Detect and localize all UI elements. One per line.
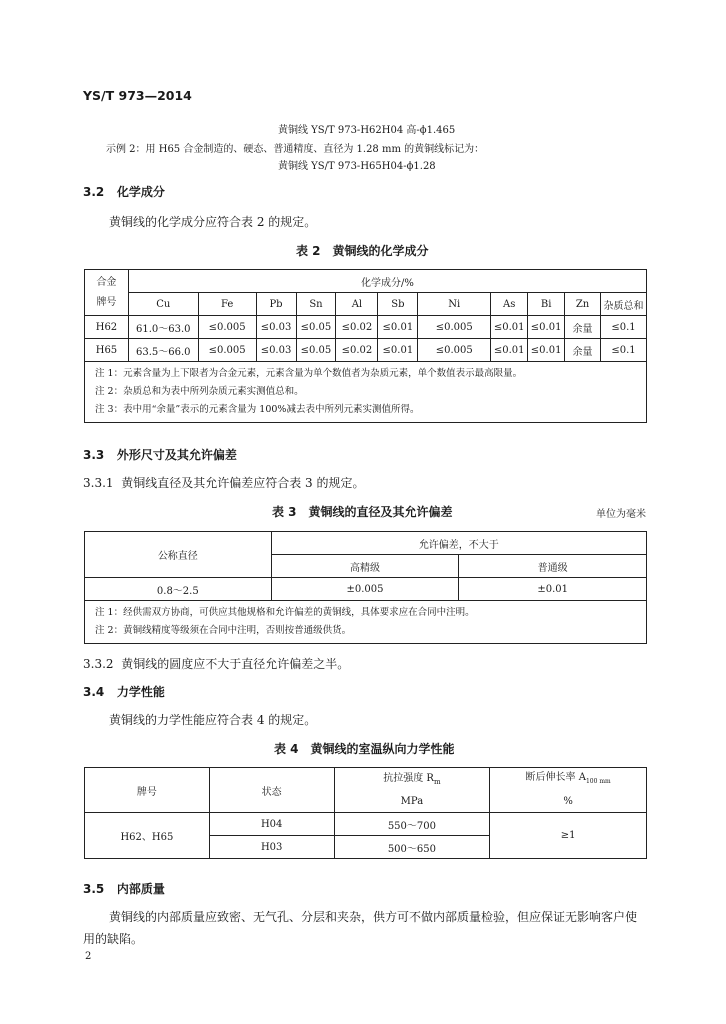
chem-group-header: 化学成分/% (128, 270, 646, 293)
value-cell: ≤0.005 (198, 339, 256, 362)
tensile-cell: 500～650 (334, 836, 490, 859)
table-4 (84, 767, 647, 859)
tensile-unit: MPa (400, 795, 424, 807)
section-title: 力学性能 (116, 685, 165, 699)
table-row (85, 813, 647, 836)
table-note: 注 2：黄铜线精度等级须在合同中注明，否则按普通级供货。 (95, 625, 352, 636)
col-header: Bi (528, 293, 565, 316)
table-3 (84, 531, 647, 644)
col-header: Sn (296, 293, 336, 316)
value-cell: ≤0.03 (256, 339, 296, 362)
tensile-cell: 550～700 (334, 813, 490, 836)
alloy-header-line1: 合金 (96, 276, 117, 288)
value-cell: ≤0.02 (336, 316, 378, 339)
value-cell: 63.5～66.0 (128, 339, 198, 362)
diameter-cell: 0.8～2.5 (85, 578, 272, 601)
paragraph: 黄铜线的圆度应不大于直径允许偏差之半。 (121, 657, 350, 671)
col-header: Cu (128, 293, 198, 316)
value-cell: ≤0.03 (256, 316, 296, 339)
section-title: 外形尺寸及其允许偏差 (116, 448, 237, 462)
table-3-caption: 表 3 黄铜线的直径及其允许偏差 (272, 505, 453, 519)
section-3-2-text: 黄铜线的化学成分应符合表 2 的规定。 (109, 215, 317, 229)
table-2 (84, 269, 647, 423)
value-cell: ≤0.01 (528, 339, 565, 362)
section-number: 3.3 (83, 448, 105, 462)
table-note: 注 2：杂质总和为表中所列杂质元素实测值总和。 (95, 386, 304, 397)
value-cell: ≤0.01 (491, 339, 528, 362)
value-cell: ≤0.01 (491, 316, 528, 339)
section-title: 化学成分 (116, 185, 165, 199)
elongation-unit: % (563, 796, 573, 807)
section-3-3-1-text (83, 474, 364, 491)
table-note: 注 1：元素含量为上下限者为合金元素，元素含量为单个数值者为杂质元素，单个数值表示最高限量。 (95, 368, 523, 379)
normal-precision-header: 普通级 (459, 555, 647, 578)
value-cell: 余量 (565, 339, 601, 362)
example-line-2: 示例 2：用 H65 合金制造的、硬态、普通精度、直径为 1.28 mm 的黄铜线标记为： (106, 144, 485, 155)
table-2-notes (85, 362, 647, 423)
temper-cell: H04 (209, 813, 334, 836)
table-note: 注 3：表中用“余量”表示的元素含量为 100%减去表中所列元素实测值所得。 (95, 404, 420, 415)
temper-cell: H03 (209, 836, 334, 859)
section-title: 内部质量 (116, 882, 165, 896)
table-row (85, 578, 647, 601)
high-precision-header: 高精级 (271, 555, 459, 578)
tensile-subscript: m (433, 777, 441, 786)
table-note: 注 1：经供需双方协商，可供应其他规格和允许偏差的黄铜线，具体要求应在合同中注明。 (95, 607, 475, 618)
value-cell: 余量 (565, 316, 601, 339)
value-cell: ≤0.01 (378, 339, 418, 362)
alloy-header-line2: 牌号 (96, 296, 117, 308)
table-3-notes (85, 601, 647, 644)
section-3-2-heading (83, 183, 165, 200)
grade-cell: H62、H65 (85, 813, 210, 859)
col-header: As (491, 293, 528, 316)
example-line-1: 黄铜线 YS/T 973-H62H04 高-ϕ1.465 (278, 125, 456, 136)
section-3-5-heading (83, 880, 165, 897)
section-3-4-text: 黄铜线的力学性能应符合表 4 的规定。 (109, 713, 317, 727)
tolerance-group-header: 允许偏差，不大于 (271, 532, 646, 555)
col-header: Sb (378, 293, 418, 316)
paragraph: 黄铜线直径及其允许偏差应符合表 3 的规定。 (121, 476, 365, 490)
section-3-3-heading (83, 446, 237, 463)
nominal-diameter-header: 公称直径 (85, 532, 272, 578)
elongation-label: 断后伸长率 A (525, 772, 586, 783)
value-cell: ≤0.005 (418, 339, 491, 362)
grade-cell: H62 (85, 316, 129, 339)
col-header: 杂质总和 (601, 293, 647, 316)
tensile-label: 抗拉强度 R (383, 772, 434, 784)
section-3-5-text-line1: 黄铜线的内部质量应致密、无气孔、分层和夹杂，供方可不做内部质量检验，但应保证无影响客户使 (109, 910, 638, 924)
elongation-cell: ≥1 (490, 813, 647, 859)
col-header: Ni (418, 293, 491, 316)
section-number: 3.3.2 (83, 657, 114, 671)
section-number: 3.3.1 (83, 476, 114, 490)
page-number: 2 (85, 951, 92, 962)
normal-tolerance-cell: ±0.01 (459, 578, 647, 601)
alloy-header (85, 270, 129, 316)
grade-header: 牌号 (85, 768, 210, 813)
high-tolerance-cell: ±0.005 (271, 578, 459, 601)
elongation-subscript: 100 mm (585, 778, 611, 785)
tensile-header (334, 768, 490, 813)
table-4-caption: 表 4 黄铜线的室温纵向力学性能 (274, 742, 455, 756)
value-cell: ≤0.1 (601, 339, 647, 362)
grade-cell: H65 (85, 339, 129, 362)
table-row (85, 316, 647, 339)
section-3-3-2-text (83, 655, 349, 672)
temper-header: 状态 (209, 768, 334, 813)
section-number: 3.4 (83, 685, 105, 699)
section-number: 3.2 (83, 185, 105, 199)
value-cell: ≤0.01 (378, 316, 418, 339)
col-header: Zn (565, 293, 601, 316)
value-cell: ≤0.01 (528, 316, 565, 339)
section-number: 3.5 (83, 882, 105, 896)
value-cell: 61.0～63.0 (128, 316, 198, 339)
col-header: Al (336, 293, 378, 316)
value-cell: ≤0.005 (418, 316, 491, 339)
section-3-4-heading (83, 683, 165, 700)
example-line-3: 黄铜线 YS/T 973-H65H04-ϕ1.28 (278, 161, 436, 172)
table-3-unit: 单位为毫米 (596, 509, 646, 520)
table-2-caption: 表 2 黄铜线的化学成分 (296, 244, 429, 258)
value-cell: ≤0.005 (198, 316, 256, 339)
document-code: YS/T 973—2014 (83, 88, 192, 103)
table-row (85, 339, 647, 362)
value-cell: ≤0.1 (601, 316, 647, 339)
col-header: Fe (198, 293, 256, 316)
value-cell: ≤0.05 (296, 339, 336, 362)
elongation-header (490, 768, 647, 813)
value-cell: ≤0.02 (336, 339, 378, 362)
col-header: Pb (256, 293, 296, 316)
section-3-5-text-line2: 用的缺陷。 (83, 932, 144, 946)
value-cell: ≤0.05 (296, 316, 336, 339)
